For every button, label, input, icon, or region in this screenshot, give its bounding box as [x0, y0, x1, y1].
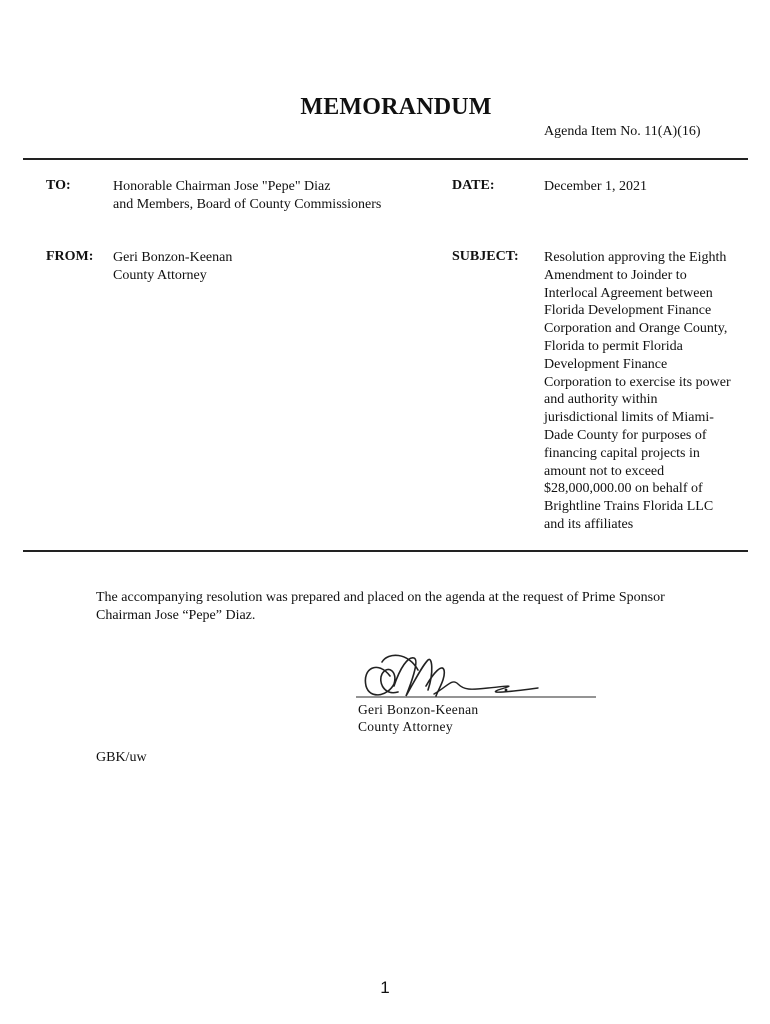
subject-text	[544, 249, 754, 534]
subject-line: Corporation to exercise its power	[544, 374, 731, 390]
subject-line: and authority within	[544, 392, 658, 408]
to-label: TO:	[46, 178, 71, 193]
from-line: Geri Bonzon-Keenan	[113, 250, 233, 265]
subject-label: SUBJECT:	[452, 249, 519, 264]
body-line: Chairman Jose “Pepe” Diaz.	[96, 608, 256, 623]
subject-line: Resolution approving the Eighth	[544, 250, 727, 265]
subject-line: Corporation and Orange County,	[544, 321, 728, 337]
subject-line: Interlocal Agreement between	[544, 285, 713, 301]
date-value: December 1, 2021	[544, 179, 648, 194]
signature-block	[358, 701, 478, 735]
to-recipient	[113, 178, 381, 214]
handwritten-signature	[348, 646, 608, 706]
memo-body	[96, 589, 736, 625]
from-sender	[113, 249, 232, 285]
subject-line: Florida to permit Florida	[544, 338, 683, 354]
from-label: FROM:	[46, 249, 94, 264]
agenda-item-number: Agenda Item No. 11(A)(16)	[544, 124, 701, 139]
body-line: The accompanying resolution was prepared and placed on the agenda at the request of Prime Sponsor	[96, 590, 665, 605]
subject-line: and its affiliates	[544, 516, 634, 532]
subject-line: Dade County for purposes of	[544, 427, 707, 443]
date-label: DATE:	[452, 178, 495, 193]
header-bottom-rule	[23, 550, 748, 552]
subject-line: Florida Development Finance	[544, 303, 712, 319]
signatory-name: Geri Bonzon-Keenan	[358, 702, 479, 717]
subject-line: Brightline Trains Florida LLC	[544, 499, 714, 515]
to-line: and Members, Board of County Commissioners	[113, 196, 382, 212]
header-top-rule	[23, 158, 748, 160]
subject-line: amount not to exceed	[544, 463, 665, 479]
subject-line: Amendment to Joinder to	[544, 267, 687, 283]
signatory-title: County Attorney	[358, 719, 453, 734]
subject-line: financing capital projects in	[544, 445, 700, 461]
subject-line: $28,000,000.00 on behalf of	[544, 481, 703, 497]
memo-title: MEMORANDUM	[300, 94, 492, 120]
to-line: Honorable Chairman Jose "Pepe" Diaz	[113, 179, 331, 194]
from-line: County Attorney	[113, 267, 207, 283]
page-number: 1	[380, 978, 390, 997]
subject-line: Development Finance	[544, 356, 668, 372]
subject-line: jurisdictional limits of Miami-	[544, 410, 714, 426]
typist-initials: GBK/uw	[96, 750, 147, 765]
